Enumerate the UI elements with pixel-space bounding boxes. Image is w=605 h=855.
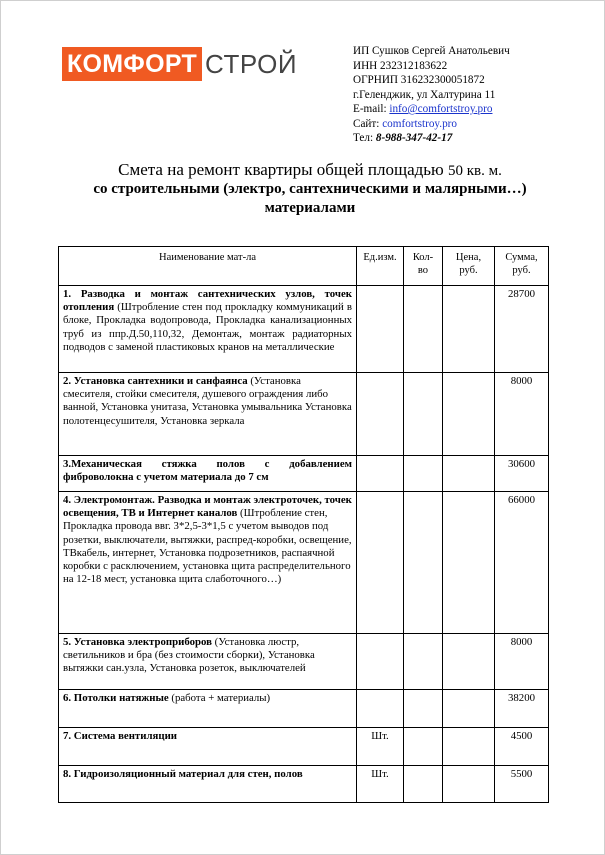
table-row: [59, 728, 549, 766]
row-qty: [404, 456, 443, 492]
company-inn: ИНН 232312183622: [353, 59, 448, 72]
row-unit: [357, 456, 404, 492]
header-qty: Кол-во: [404, 247, 443, 286]
row-qty: [404, 690, 443, 728]
doc-title-line3: материалами: [264, 200, 356, 216]
company-site-row: [353, 117, 510, 132]
table-row: [59, 456, 549, 492]
phone-label: Тел:: [353, 132, 376, 144]
row-price: [443, 634, 495, 690]
row-qty: [404, 728, 443, 766]
logo-part-komfort: КОМФОРТ: [62, 47, 202, 81]
company-email-row: [353, 102, 510, 117]
row-description: 6. Потолки натяжные (работа + материалы): [59, 690, 357, 728]
row-price: [443, 373, 495, 456]
doc-title-subtitle: [40, 180, 580, 218]
row-unit: [357, 690, 404, 728]
row-sum: 30600: [495, 456, 549, 492]
estimate-table: [58, 246, 549, 803]
row-sum: 8000: [495, 634, 549, 690]
row-sum: 5500: [495, 766, 549, 803]
doc-title-area: 50 кв. м.: [447, 163, 502, 179]
row-description: 8. Гидроизоляционный материал для стен, полов: [59, 766, 357, 803]
table-row: [59, 690, 549, 728]
table-row: [59, 286, 549, 373]
table-row: [59, 492, 549, 634]
row-qty: [404, 286, 443, 373]
doc-title-line1: [40, 160, 580, 180]
row-qty: [404, 634, 443, 690]
table-row: [59, 766, 549, 803]
phone-number: 8-988-347-42-17: [375, 132, 453, 144]
company-phone-row: [353, 131, 510, 146]
table-header-row: [59, 247, 549, 286]
table-row: [59, 373, 549, 456]
company-logo: [62, 48, 297, 80]
company-address: г.Геленджик, ул Халтурина 11: [353, 88, 496, 101]
table-row: [59, 634, 549, 690]
row-sum: 28700: [495, 286, 549, 373]
row-qty: [404, 492, 443, 634]
doc-title-line2: со строительными (электро, сантехническими и малярными…): [93, 181, 527, 197]
row-unit: Шт.: [357, 728, 404, 766]
header-name: Наименование мат-ла: [59, 247, 357, 286]
row-sum: 4500: [495, 728, 549, 766]
row-sum: 8000: [495, 373, 549, 456]
row-price: [443, 456, 495, 492]
header-sum: Сумма, руб.: [495, 247, 549, 286]
company-info: [353, 44, 510, 146]
email-label: E-mail:: [353, 103, 390, 115]
logo-part-stroy: СТРОЙ: [205, 48, 298, 79]
row-unit: [357, 492, 404, 634]
company-ogrnip: ОГРНИП 316232300051872: [353, 74, 485, 86]
row-qty: [404, 766, 443, 803]
row-description: 7. Система вентиляции: [59, 728, 357, 766]
header-price: Цена, руб.: [443, 247, 495, 286]
row-description: 3.Механическая стяжка полов с добавлением фиброволокна с учетом материала до 7 см: [59, 456, 357, 492]
row-price: [443, 286, 495, 373]
company-name: ИП Сушков Сергей Анатольевич: [353, 45, 510, 57]
row-description: 2. Установка сантехники и санфаянса (Установка смесителя, стойки смесителя, душевого ограждения либо ванной, Установка унитаза, Установка умывальника Установка полотенцесушителя, Установка зеркала: [59, 373, 357, 456]
row-price: [443, 728, 495, 766]
row-description: 1. Разводка и монтаж сантехнических узлов, точек отопления (Штробление стен под прокладку коммуникаций в блоке, Прокладка водопровода, Прокладка канализационных труб из ппр.Д.50,110,32, Демонтаж, монтаж радиаторных подводов с заменой пластиковых кранов на металлические: [59, 286, 357, 373]
row-sum: 38200: [495, 690, 549, 728]
row-price: [443, 690, 495, 728]
site-label: Сайт:: [353, 117, 383, 130]
row-sum: 66000: [495, 492, 549, 634]
row-qty: [404, 373, 443, 456]
row-unit: Шт.: [357, 766, 404, 803]
row-price: [443, 766, 495, 803]
row-description: 4. Электромонтаж. Разводка и монтаж электроточек, точек освещения, ТВ и Интернет каналов (Штробление стен, Прокладка провода ввг. 3*2,5-3*1,5 с учетом выводов под розетки, выключатели, вытяжки, распред-коробки, освещение, ТВкабель, интернет, Установка подрозетников, распаячной коробки с расключением, установка щита распределительного на 12-18 мест, установка щита слаботочного…): [59, 492, 357, 634]
row-price: [443, 492, 495, 634]
header-unit: Ед.изм.: [357, 247, 404, 286]
row-description: 5. Установка электроприборов (Установка люстр, светильников и бра (без стоимости сборки), Установка вытяжки сан.узла, Установка розеток, выключателей: [59, 634, 357, 690]
row-unit: [357, 634, 404, 690]
site-link[interactable]: comfortstroy.pro: [382, 117, 457, 130]
email-link[interactable]: info@comfortstroy.pro: [389, 103, 493, 115]
doc-title-text: Смета на ремонт квартиры общей площадью: [118, 160, 448, 179]
row-unit: [357, 286, 404, 373]
row-unit: [357, 373, 404, 456]
